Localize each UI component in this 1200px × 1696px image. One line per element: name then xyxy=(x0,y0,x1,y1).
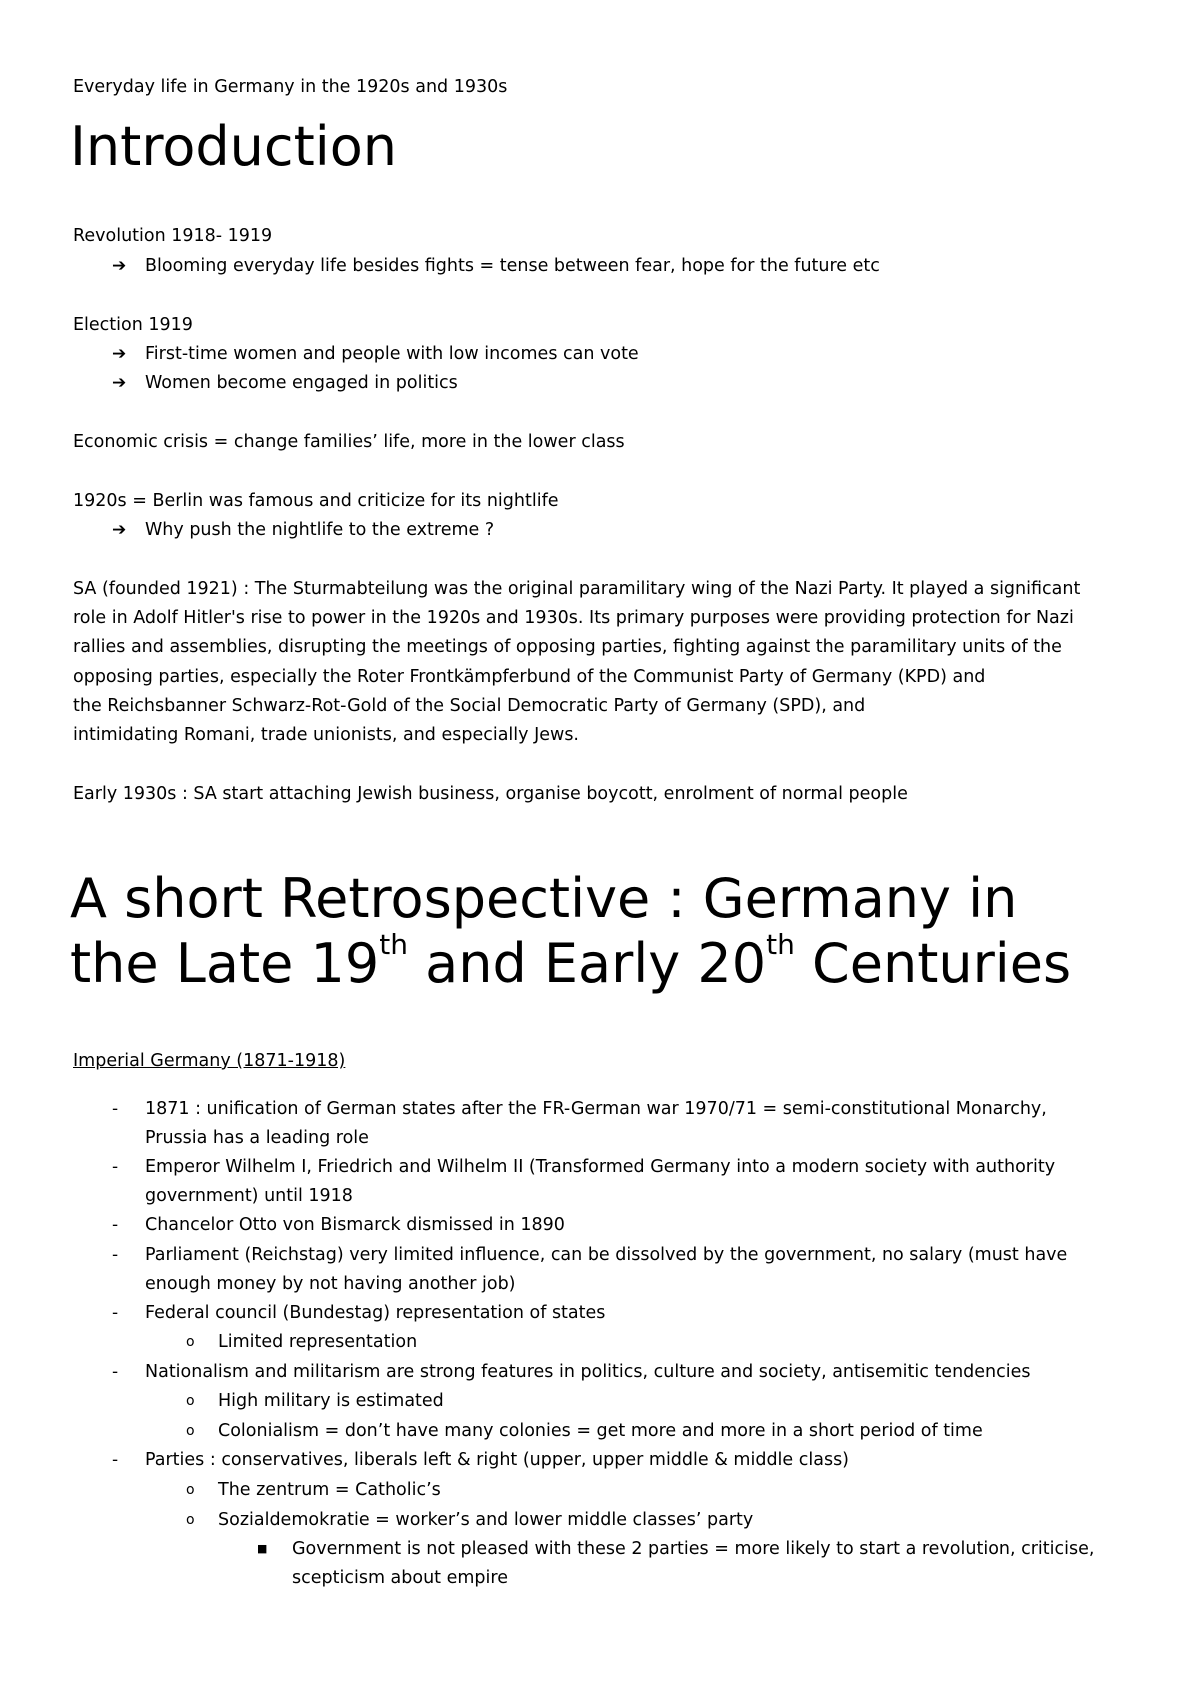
berlin-line: 1920s = Berlin was famous and criticize for its nightlife xyxy=(73,491,559,511)
sub-sub-list-item: Government is not pleased with these 2 parties = more likely to start a revolution, criticise, xyxy=(292,1539,1095,1559)
circle-bullet-icon: o xyxy=(186,1334,195,1350)
square-bullet-icon: ■ xyxy=(257,1542,268,1555)
sub-list-item: High military is estimated xyxy=(218,1391,444,1411)
sa-paragraph-line: the Reichsbanner Schwarz-Rot-Gold of the Social Democratic Party of Germany (SPD), and xyxy=(73,696,866,716)
berlin-bullet: Why push the nightlife to the extreme ? xyxy=(145,520,495,540)
dash-bullet-icon: - xyxy=(112,1362,119,1382)
circle-bullet-icon: o xyxy=(186,1393,195,1409)
dash-bullet-icon: - xyxy=(112,1245,119,1265)
dash-bullet-icon: - xyxy=(112,1099,119,1119)
early-1930s-line: Early 1930s : SA start attaching Jewish business, organise boycott, enrolment of normal people xyxy=(73,784,908,804)
list-item: Parties : conservatives, liberals left & right (upper, upper middle & middle class) xyxy=(145,1450,850,1470)
heading-introduction: Introduction xyxy=(70,115,398,178)
sa-paragraph-line: role in Adolf Hitler's rise to power in the 1920s and 1930s. Its primary purposes were providing protection for Nazi xyxy=(73,608,1074,628)
sa-paragraph-line: opposing parties, especially the Roter Frontkämpferbund of the Communist Party of Germany (KPD) and xyxy=(73,667,986,687)
list-item: Emperor Wilhelm I, Friedrich and Wilhelm II (Transformed Germany into a modern society with authority xyxy=(145,1157,1056,1177)
election-bullet-2: Women become engaged in politics xyxy=(145,373,458,393)
dash-bullet-icon: - xyxy=(112,1450,119,1470)
list-item: Federal council (Bundestag) representation of states xyxy=(145,1303,606,1323)
sa-paragraph-line: intimidating Romani, trade unionists, and especially Jews. xyxy=(73,725,579,745)
list-item: Parliament (Reichstag) very limited influence, can be dissolved by the government, no salary (must have xyxy=(145,1245,1068,1265)
circle-bullet-icon: o xyxy=(186,1482,195,1498)
arrow-bullet-icon: ➔ xyxy=(112,520,127,540)
list-item-continuation: Prussia has a leading role xyxy=(145,1128,369,1148)
sub-list-item: Limited representation xyxy=(218,1332,418,1352)
sub-list-item: The zentrum = Catholic’s xyxy=(218,1480,441,1500)
sa-paragraph-line: rallies and assemblies, disrupting the meetings of opposing parties, fighting against the paramilitary units of the xyxy=(73,637,1062,657)
list-item-continuation: enough money by not having another job) xyxy=(145,1274,516,1294)
dash-bullet-icon: - xyxy=(112,1157,119,1177)
revolution-line: Revolution 1918- 1919 xyxy=(73,226,273,246)
arrow-bullet-icon: ➔ xyxy=(112,373,127,393)
sub-list-item: Sozialdemokratie = worker’s and lower middle classes’ party xyxy=(218,1510,754,1530)
sub-sub-list-item-continuation: scepticism about empire xyxy=(292,1568,508,1588)
document-top-title: Everyday life in Germany in the 1920s and 1930s xyxy=(73,77,508,97)
heading-retrospective-line-2: the Late 19th and Early 20th Centuries xyxy=(70,928,1072,995)
heading-retrospective-line-1: A short Retrospective : Germany in xyxy=(70,867,1018,930)
circle-bullet-icon: o xyxy=(186,1423,195,1439)
arrow-bullet-icon: ➔ xyxy=(112,256,127,276)
economic-crisis-line: Economic crisis = change families’ life, more in the lower class xyxy=(73,432,625,452)
list-item: Nationalism and militarism are strong features in politics, culture and society, antisemitic tendencies xyxy=(145,1362,1031,1382)
sa-paragraph-line: SA (founded 1921) : The Sturmabteilung was the original paramilitary wing of the Nazi Party. It played a significant xyxy=(73,579,1081,599)
list-item: 1871 : unification of German states after the FR-German war 1970/71 = semi-constitutional Monarchy, xyxy=(145,1099,1047,1119)
election-bullet-1: First-time women and people with low incomes can vote xyxy=(145,344,639,364)
circle-bullet-icon: o xyxy=(186,1512,195,1528)
arrow-bullet-icon: ➔ xyxy=(112,344,127,364)
imperial-germany-heading: Imperial Germany (1871-1918) xyxy=(73,1051,346,1071)
revolution-bullet: Blooming everyday life besides fights = tense between fear, hope for the future etc xyxy=(145,256,880,276)
dash-bullet-icon: - xyxy=(112,1303,119,1323)
election-line: Election 1919 xyxy=(73,315,193,335)
list-item: Chancelor Otto von Bismarck dismissed in 1890 xyxy=(145,1215,565,1235)
sub-list-item: Colonialism = don’t have many colonies = get more and more in a short period of time xyxy=(218,1421,983,1441)
dash-bullet-icon: - xyxy=(112,1215,119,1235)
list-item-continuation: government) until 1918 xyxy=(145,1186,353,1206)
